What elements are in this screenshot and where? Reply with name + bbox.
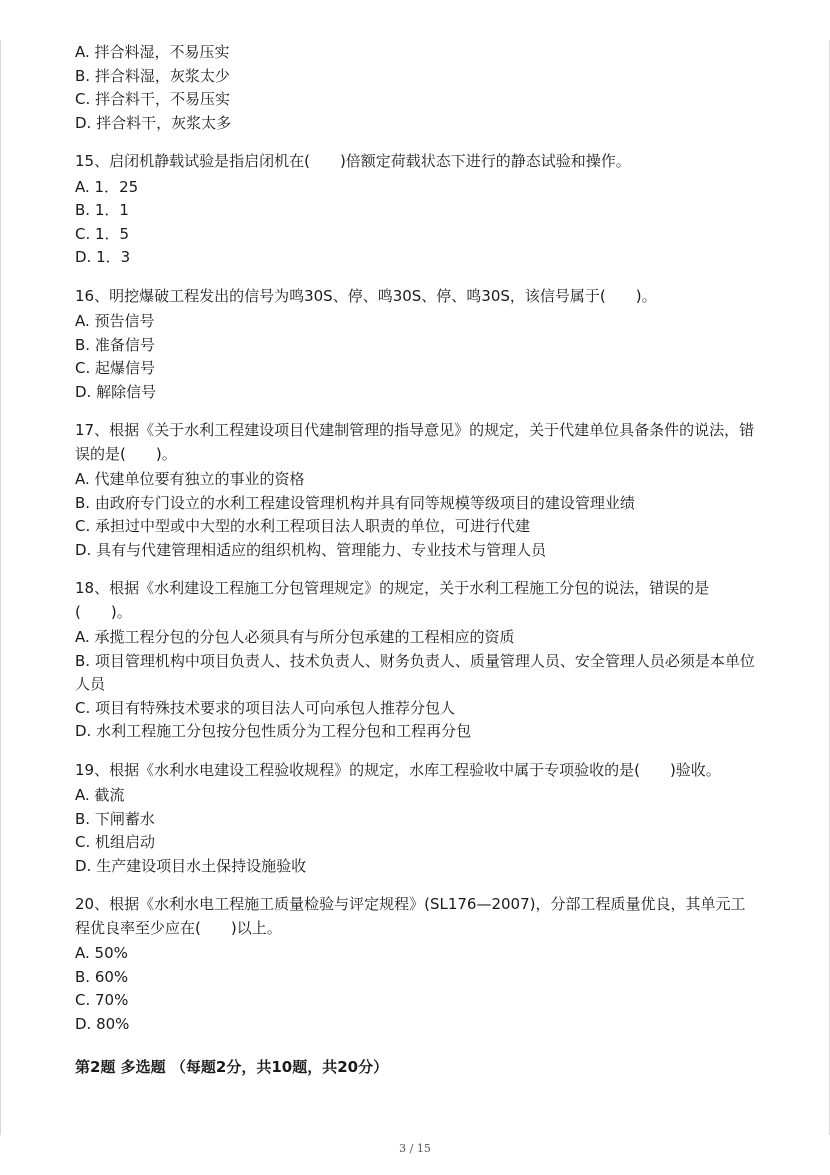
option-a: A. 代建单位要有独立的事业的资格: [75, 470, 305, 488]
question-16: [75, 285, 755, 405]
option-b: B. 下闸蓄水: [75, 809, 155, 828]
option-b: B. 60%: [75, 967, 129, 986]
option-c: C. 70%: [75, 991, 129, 1009]
option-a: A. 50%: [75, 944, 128, 962]
carry-over-options: [75, 41, 755, 135]
option-b: B. 拌合料湿，灰浆太少: [75, 66, 230, 85]
option-b: B. 1．1: [75, 201, 129, 219]
option-b: B. 由政府专门设立的水利工程建设管理机构并具有同等规模等级项目的建设管理业绩: [75, 493, 635, 512]
option-c: C. 拌合料干，不易压实: [75, 90, 231, 108]
option-a: A. 预告信号: [75, 312, 155, 330]
option-d: D. 水利工程施工分包按分包性质分为工程分包和工程再分包: [75, 722, 472, 740]
option-d: D. 具有与代建管理相适应的组织机构、管理能力、专业技术与管理人员: [75, 540, 547, 559]
option-c: C. 1．5: [75, 224, 130, 243]
option-d: D. 1．3: [75, 248, 131, 266]
option-d: D. 拌合料干，灰浆太多: [75, 113, 232, 132]
question-stem: 16、明挖爆破工程发出的信号为鸣30S、停、鸣30S、停、鸣30S，该信号属于( )。: [75, 286, 657, 305]
question-stem: 15、启闭机静载试验是指启闭机在( )倍额定荷载状态下进行的静态试验和操作。: [75, 152, 631, 170]
option-a: A. 截流: [75, 786, 125, 804]
question-stem: 19、根据《水利水电建设工程验收规程》的规定，水库工程验收中属于专项验收的是( )验收。: [75, 760, 721, 779]
option-c: C. 起爆信号: [75, 359, 156, 377]
option-a: A. 承揽工程分包的分包人必须具有与所分包承建的工程相应的资质: [75, 628, 515, 646]
question-20: [75, 893, 755, 1036]
option-b: B. 项目管理机构中项目负责人、技术负责人、财务负责人、质量管理人员、安全管理人员必须是本单位人员: [75, 651, 755, 693]
page-left-border: [0, 40, 1, 1135]
option-a: A. 1．25: [75, 177, 139, 196]
page-content: [75, 41, 755, 1079]
option-a: A. 拌合料湿，不易压实: [75, 43, 230, 61]
option-d: D. 80%: [75, 1014, 130, 1033]
option-d: D. 解除信号: [75, 382, 157, 401]
question-15: [75, 150, 755, 270]
question-17: [75, 419, 755, 562]
option-c: C. 项目有特殊技术要求的项目法人可向承包人推荐分包人: [75, 698, 456, 717]
option-b: B. 准备信号: [75, 335, 155, 354]
question-stem: 17、根据《关于水利工程建设项目代建制管理的指导意见》的规定，关于代建单位具备条件的说法，错误的是( )。: [75, 421, 755, 463]
option-d: D. 生产建设项目水土保持设施验收: [75, 856, 307, 875]
page-number: 3 / 15: [399, 1142, 431, 1155]
section-heading: 第2题 多选题 （每题2分，共10题，共20分）: [75, 1058, 389, 1076]
question-stem: 18、根据《水利建设工程施工分包管理规定》的规定，关于水利工程施工分包的说法，错误的是( )。: [75, 579, 710, 621]
option-c: C. 机组启动: [75, 833, 156, 851]
question-19: [75, 759, 755, 879]
question-18: [75, 577, 755, 744]
option-c: C. 承担过中型或中大型的水利工程项目法人职责的单位，可进行代建: [75, 517, 531, 535]
question-stem: 20、根据《水利水电工程施工质量检验与评定规程》(SL176—2007)，分部工程质量优良，其单元工程优良率至少应在( )以上。: [75, 895, 746, 937]
